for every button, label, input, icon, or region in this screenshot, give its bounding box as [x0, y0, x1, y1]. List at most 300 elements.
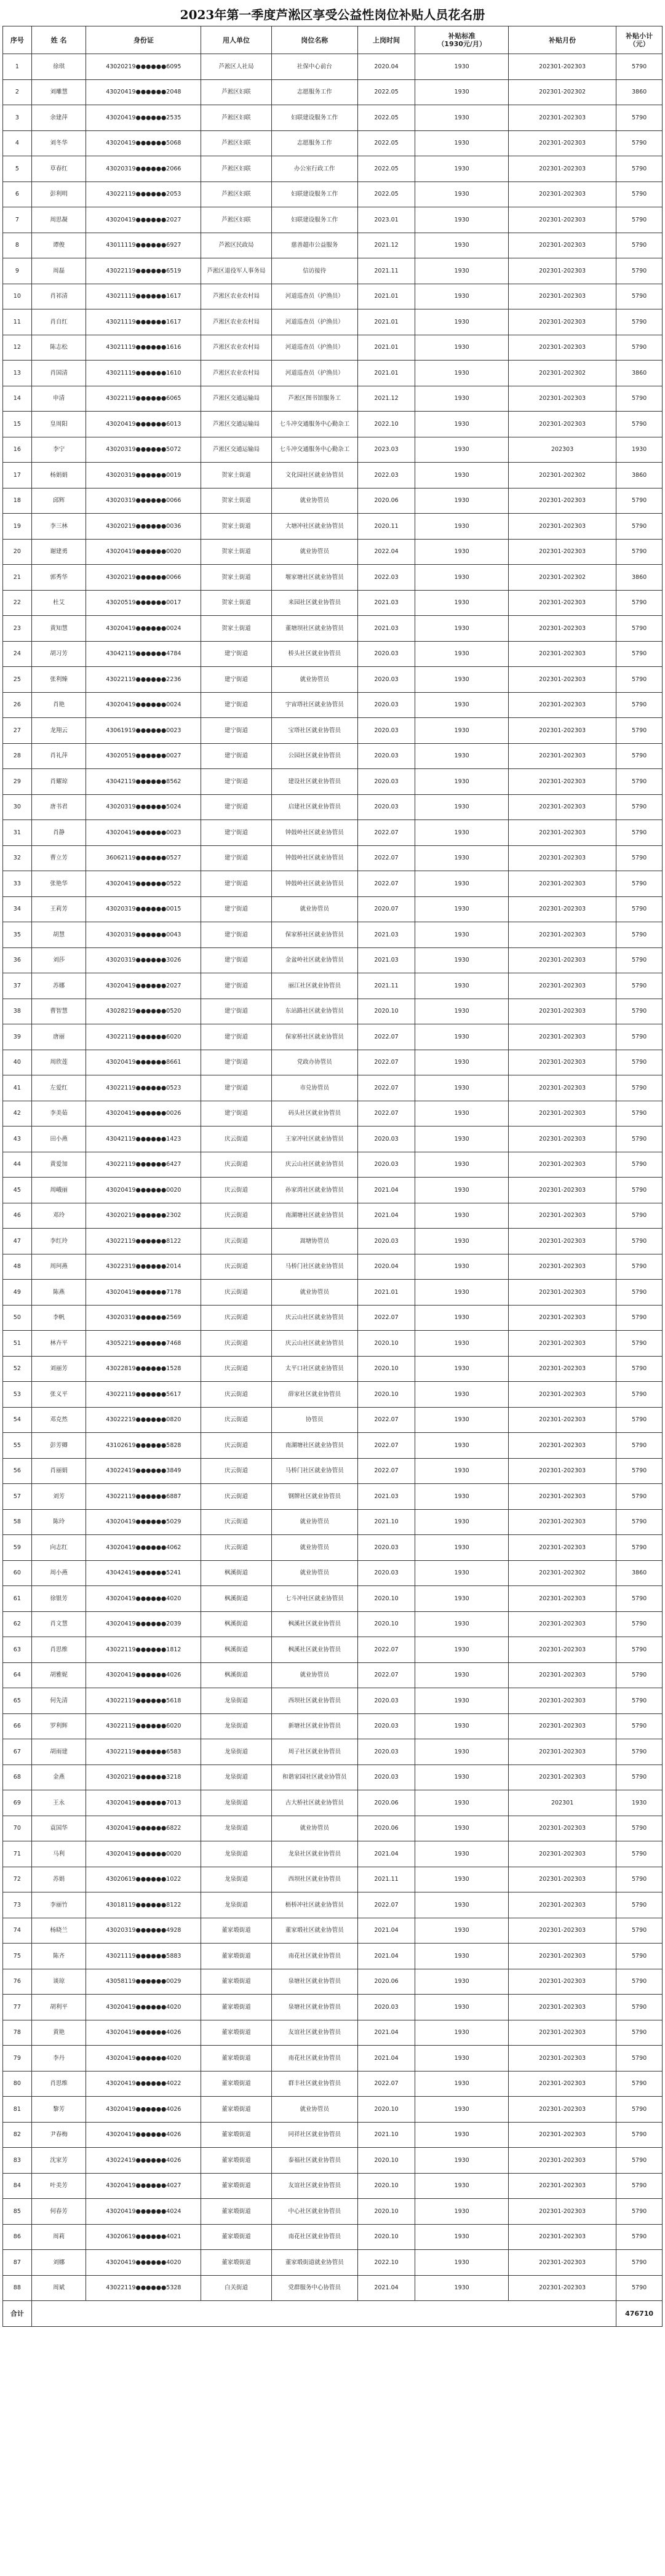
cell-name: 罗利辉: [31, 1713, 86, 1739]
cell-id-number: 43021119●●●●●●5883: [86, 1944, 201, 1969]
cell-subsidy-standard: 1930: [415, 1867, 509, 1892]
cell-position: 就业协管员: [271, 539, 357, 565]
cell-subsidy-subtotal: 5790: [616, 2046, 663, 2072]
cell-position: 龙泉社区就业协管员: [271, 1841, 357, 1867]
cell-position: 保家桥社区就业协管员: [271, 1024, 357, 1050]
cell-serial: 44: [3, 1152, 32, 1178]
cell-id-number: 43022119●●●●●●6020: [86, 1713, 201, 1739]
cell-position: 就业协管员: [271, 2097, 357, 2123]
cell-start-date: 2022.03: [357, 463, 415, 488]
cell-employer: 龙泉街道: [201, 1688, 271, 1714]
cell-start-date: 2020.06: [357, 488, 415, 514]
cell-employer: 董家塅街道: [201, 2199, 271, 2225]
cell-serial: 23: [3, 616, 32, 642]
cell-name: 申清: [31, 386, 86, 412]
cell-subsidy-standard: 1930: [415, 412, 509, 437]
cell-serial: 88: [3, 2275, 32, 2301]
cell-id-number: 43020419●●●●●●0024: [86, 616, 201, 642]
cell-start-date: 2022.07: [357, 820, 415, 846]
cell-start-date: 2020.04: [357, 54, 415, 80]
cell-id-number: 43020419●●●●●●0020: [86, 1178, 201, 1203]
table-row: [3, 309, 663, 335]
cell-employer: 董家塅街道: [201, 2046, 271, 2072]
cell-position: 友谊社区就业协管员: [271, 2173, 357, 2199]
cell-subsidy-months: 202301-202303: [509, 2046, 616, 2072]
cell-subsidy-standard: 1930: [415, 1969, 509, 1995]
cell-serial: 27: [3, 718, 32, 744]
cell-id-number: 43058119●●●●●●0029: [86, 1969, 201, 1995]
cell-employer: 龙泉街道: [201, 1713, 271, 1739]
cell-subsidy-months: 202301-202303: [509, 2071, 616, 2097]
cell-serial: 48: [3, 1254, 32, 1280]
cell-subsidy-standard: 1930: [415, 1841, 509, 1867]
table-footer: [3, 2301, 663, 2327]
cell-name: 刘冬华: [31, 130, 86, 156]
table-row: [3, 845, 663, 871]
cell-id-number: 43020519●●●●●●0017: [86, 590, 201, 616]
cell-start-date: 2021.12: [357, 233, 415, 258]
cell-subsidy-standard: 1930: [415, 1458, 509, 1484]
cell-employer: 龙泉街道: [201, 1790, 271, 1816]
cell-subsidy-subtotal: 5790: [616, 1662, 663, 1688]
cell-position: 南花社区就业协管员: [271, 2224, 357, 2250]
cell-employer: 董家塅街道: [201, 1969, 271, 1995]
cell-subsidy-standard: 1930: [415, 1662, 509, 1688]
cell-start-date: 2020.10: [357, 999, 415, 1024]
table-row: [3, 692, 663, 718]
cell-subsidy-standard: 1930: [415, 590, 509, 616]
cell-subsidy-standard: 1930: [415, 335, 509, 361]
cell-position: 七斗冲交通服务中心勤杂工: [271, 412, 357, 437]
cell-id-number: 43020419●●●●●●6013: [86, 412, 201, 437]
cell-subsidy-standard: 1930: [415, 2199, 509, 2225]
cell-position: 同祥社区就业协管员: [271, 2122, 357, 2148]
cell-subsidy-standard: 1930: [415, 2097, 509, 2123]
cell-start-date: 2020.03: [357, 1152, 415, 1178]
cell-serial: 22: [3, 590, 32, 616]
cell-employer: 芦淞区妇联: [201, 105, 271, 131]
cell-employer: 芦淞区交通运输局: [201, 386, 271, 412]
cell-start-date: 2020.03: [357, 1739, 415, 1765]
cell-start-date: 2020.10: [357, 2173, 415, 2199]
table-row: [3, 233, 663, 258]
cell-subsidy-subtotal: 5790: [616, 1152, 663, 1178]
cell-start-date: 2022.07: [357, 1101, 415, 1127]
cell-employer: 建宁街道: [201, 1075, 271, 1101]
cell-subsidy-subtotal: 5790: [616, 743, 663, 769]
cell-subsidy-standard: 1930: [415, 922, 509, 948]
cell-start-date: 2021.01: [357, 361, 415, 386]
cell-position: 庆云山社区就业协管员: [271, 1152, 357, 1178]
cell-id-number: 43022119●●●●●●2053: [86, 181, 201, 207]
cell-start-date: 2021.04: [357, 1178, 415, 1203]
cell-start-date: 2020.10: [357, 1611, 415, 1637]
cell-name: 刘芳: [31, 1484, 86, 1510]
cell-subsidy-subtotal: 5790: [616, 1841, 663, 1867]
cell-employer: 建宁街道: [201, 1024, 271, 1050]
cell-serial: 2: [3, 79, 32, 105]
cell-subsidy-standard: 1930: [415, 1178, 509, 1203]
table-row: [3, 1535, 663, 1561]
cell-position: 就业协管员: [271, 667, 357, 693]
cell-subsidy-standard: 1930: [415, 1254, 509, 1280]
cell-subsidy-subtotal: 5790: [616, 1280, 663, 1306]
table-row: [3, 2020, 663, 2046]
cell-subsidy-subtotal: 5790: [616, 2020, 663, 2046]
cell-subsidy-standard: 1930: [415, 284, 509, 309]
cell-employer: 枫溪街道: [201, 1662, 271, 1688]
cell-subsidy-standard: 1930: [415, 2071, 509, 2097]
cell-name: 胡习芳: [31, 641, 86, 667]
cell-subsidy-months: 202301-202303: [509, 794, 616, 820]
cell-name: 刘丽芳: [31, 1356, 86, 1382]
cell-employer: 龙泉街道: [201, 1892, 271, 1918]
cell-subsidy-months: 202301-202303: [509, 1484, 616, 1510]
cell-subsidy-standard: 1930: [415, 309, 509, 335]
cell-position: 妇联建设服务工作: [271, 105, 357, 131]
table-row: [3, 1969, 663, 1995]
cell-subsidy-months: 202301-202303: [509, 845, 616, 871]
cell-name: 肖礼萍: [31, 743, 86, 769]
cell-start-date: 2022.07: [357, 1458, 415, 1484]
cell-subsidy-subtotal: 5790: [616, 922, 663, 948]
cell-subsidy-subtotal: 5790: [616, 973, 663, 999]
cell-name: 王永: [31, 1790, 86, 1816]
cell-id-number: 43020419●●●●●●4020: [86, 2250, 201, 2276]
cell-name: 邓克然: [31, 1407, 86, 1433]
table-row: [3, 1356, 663, 1382]
cell-name: 谈琼: [31, 1969, 86, 1995]
cell-id-number: 43020219●●●●●●0036: [86, 514, 201, 540]
cell-serial: 25: [3, 667, 32, 693]
cell-name: 肖自红: [31, 309, 86, 335]
cell-position: 董家塅街道就业协管员: [271, 2250, 357, 2276]
cell-employer: 建宁街道: [201, 641, 271, 667]
cell-start-date: 2020.03: [357, 1713, 415, 1739]
cell-subsidy-subtotal: 5790: [616, 488, 663, 514]
cell-subsidy-months: 202301-202303: [509, 488, 616, 514]
cell-start-date: 2020.03: [357, 794, 415, 820]
cell-position: 就业协管员: [271, 1535, 357, 1561]
table-row: [3, 2071, 663, 2097]
cell-subsidy-standard: 1930: [415, 1203, 509, 1229]
cell-subsidy-subtotal: 5790: [616, 1075, 663, 1101]
cell-subsidy-months: 202301-202303: [509, 2173, 616, 2199]
cell-serial: 18: [3, 488, 32, 514]
table-row: [3, 565, 663, 591]
cell-employer: 芦淞区农业农村局: [201, 335, 271, 361]
cell-employer: 庆云街道: [201, 1127, 271, 1152]
cell-position: 西坝社区就业协管员: [271, 1688, 357, 1714]
cell-subsidy-months: 202301-202303: [509, 973, 616, 999]
cell-subsidy-standard: 1930: [415, 794, 509, 820]
cell-start-date: 2022.03: [357, 565, 415, 591]
cell-serial: 45: [3, 1178, 32, 1203]
cell-employer: 贺家土街道: [201, 539, 271, 565]
cell-name: 杨娟娟: [31, 463, 86, 488]
cell-position: 钢牌社区就业协管员: [271, 1484, 357, 1510]
cell-serial: 5: [3, 156, 32, 182]
cell-name: 林卉平: [31, 1331, 86, 1357]
cell-position: 就业协管员: [271, 1662, 357, 1688]
cell-subsidy-months: 202301-202303: [509, 1229, 616, 1254]
table-row: [3, 1816, 663, 1841]
cell-position: 信访接待: [271, 258, 357, 284]
cell-subsidy-months: 202301-202303: [509, 514, 616, 540]
cell-name: 李丹: [31, 2046, 86, 2072]
cell-subsidy-subtotal: 5790: [616, 999, 663, 1024]
cell-subsidy-subtotal: 5790: [616, 692, 663, 718]
cell-subsidy-subtotal: 5790: [616, 412, 663, 437]
header-row: [3, 26, 663, 54]
cell-start-date: 2022.05: [357, 181, 415, 207]
table-row: [3, 130, 663, 156]
table-row: [3, 1484, 663, 1510]
cell-id-number: 43020419●●●●●●4026: [86, 2122, 201, 2148]
cell-subsidy-standard: 1930: [415, 1152, 509, 1178]
cell-subsidy-subtotal: 5790: [616, 2122, 663, 2148]
cell-subsidy-subtotal: 5790: [616, 1458, 663, 1484]
table-row: [3, 2097, 663, 2123]
cell-name: 唐书君: [31, 794, 86, 820]
cell-name: 何先清: [31, 1688, 86, 1714]
cell-id-number: 43022119●●●●●●8122: [86, 1229, 201, 1254]
table-row: [3, 871, 663, 897]
table-row: [3, 1637, 663, 1663]
cell-employer: 庆云街道: [201, 1356, 271, 1382]
cell-employer: 庆云街道: [201, 1152, 271, 1178]
cell-serial: 8: [3, 233, 32, 258]
cell-subsidy-standard: 1930: [415, 2275, 509, 2301]
table-row: [3, 743, 663, 769]
cell-name: 肖丽娟: [31, 1458, 86, 1484]
cell-id-number: 43022219●●●●●●0820: [86, 1407, 201, 1433]
cell-employer: 庆云街道: [201, 1458, 271, 1484]
cell-subsidy-standard: 1930: [415, 692, 509, 718]
cell-position: 协管员: [271, 1407, 357, 1433]
table-row: [3, 1229, 663, 1254]
cell-id-number: 43022119●●●●●●5328: [86, 2275, 201, 2301]
cell-name: 周珂燕: [31, 1254, 86, 1280]
cell-name: 胡利平: [31, 1995, 86, 2020]
cell-id-number: 43020419●●●●●●0020: [86, 1841, 201, 1867]
cell-employer: 建宁街道: [201, 1050, 271, 1075]
cell-subsidy-standard: 1930: [415, 130, 509, 156]
cell-start-date: 2020.03: [357, 1688, 415, 1714]
cell-subsidy-standard: 1930: [415, 1739, 509, 1765]
cell-serial: 83: [3, 2148, 32, 2174]
cell-subsidy-months: 202301-202302: [509, 361, 616, 386]
cell-employer: 芦淞区农业农村局: [201, 361, 271, 386]
cell-start-date: 2021.01: [357, 309, 415, 335]
cell-id-number: 43042119●●●●●●8562: [86, 769, 201, 795]
cell-subsidy-months: 202301-202303: [509, 641, 616, 667]
cell-name: 李宁: [31, 437, 86, 463]
cell-subsidy-months: 202301-202303: [509, 999, 616, 1024]
cell-subsidy-standard: 1930: [415, 539, 509, 565]
cell-employer: 庆云街道: [201, 1484, 271, 1510]
cell-id-number: 43020419●●●●●●4024: [86, 2199, 201, 2225]
cell-name: 黄知慧: [31, 616, 86, 642]
cell-name: 李帆: [31, 1305, 86, 1331]
cell-id-number: 43020519●●●●●●0027: [86, 743, 201, 769]
cell-start-date: 2022.07: [357, 1892, 415, 1918]
cell-name: 肖耀琼: [31, 769, 86, 795]
table-row: [3, 1458, 663, 1484]
table-row: [3, 361, 663, 386]
cell-start-date: 2020.11: [357, 514, 415, 540]
cell-position: 建设社区就业协管员: [271, 769, 357, 795]
cell-id-number: 43020419●●●●●●2027: [86, 973, 201, 999]
cell-subsidy-standard: 1930: [415, 1713, 509, 1739]
cell-start-date: 2022.07: [357, 1050, 415, 1075]
cell-serial: 26: [3, 692, 32, 718]
cell-subsidy-months: 202301-202303: [509, 1611, 616, 1637]
cell-employer: 芦淞区妇联: [201, 207, 271, 233]
cell-employer: 建宁街道: [201, 667, 271, 693]
cell-name: 张艳华: [31, 871, 86, 897]
cell-subsidy-subtotal: 5790: [616, 181, 663, 207]
cell-name: 陈燕: [31, 1280, 86, 1306]
cell-subsidy-months: 202301-202303: [509, 1280, 616, 1306]
cell-employer: 庆云街道: [201, 1433, 271, 1459]
cell-subsidy-subtotal: 5790: [616, 1331, 663, 1357]
cell-serial: 21: [3, 565, 32, 591]
roster-table: [2, 26, 663, 2327]
cell-subsidy-months: 202301-202303: [509, 386, 616, 412]
cell-id-number: 43020419●●●●●●4027: [86, 2173, 201, 2199]
cell-subsidy-months: 202301-202303: [509, 896, 616, 922]
cell-id-number: 43020419●●●●●●4026: [86, 2020, 201, 2046]
cell-name: 袁国华: [31, 1816, 86, 1841]
cell-name: 尹春梅: [31, 2122, 86, 2148]
cell-subsidy-subtotal: 5790: [616, 1867, 663, 1892]
cell-position: 泉塘社区就业协管员: [271, 1995, 357, 2020]
cell-employer: 庆云街道: [201, 1305, 271, 1331]
cell-subsidy-standard: 1930: [415, 1024, 509, 1050]
cell-serial: 49: [3, 1280, 32, 1306]
cell-subsidy-standard: 1930: [415, 565, 509, 591]
cell-start-date: 2020.10: [357, 2097, 415, 2123]
cell-position: 友谊社区就业协管员: [271, 2020, 357, 2046]
cell-subsidy-months: 202301-202303: [509, 1509, 616, 1535]
cell-serial: 74: [3, 1918, 32, 1944]
cell-position: 泰福社区就业协管员: [271, 2148, 357, 2174]
cell-subsidy-subtotal: 5790: [616, 1254, 663, 1280]
cell-position: 社保中心前台: [271, 54, 357, 80]
cell-id-number: 43028219●●●●●●0520: [86, 999, 201, 1024]
cell-subsidy-months: 202301-202302: [509, 565, 616, 591]
table-row: [3, 794, 663, 820]
cell-employer: 庆云街道: [201, 1331, 271, 1357]
cell-subsidy-subtotal: 5790: [616, 156, 663, 182]
cell-id-number: 43052219●●●●●●7468: [86, 1331, 201, 1357]
cell-serial: 60: [3, 1560, 32, 1586]
cell-position: 文化园社区就业协管员: [271, 463, 357, 488]
cell-employer: 芦淞区妇联: [201, 181, 271, 207]
cell-start-date: 2020.10: [357, 2224, 415, 2250]
cell-position: 金盆岭社区就业协管员: [271, 947, 357, 973]
cell-subsidy-subtotal: 5790: [616, 284, 663, 309]
cell-employer: 芦淞区妇联: [201, 79, 271, 105]
cell-employer: 建宁街道: [201, 999, 271, 1024]
cell-subsidy-subtotal: 5790: [616, 539, 663, 565]
cell-subsidy-months: 202301-202303: [509, 922, 616, 948]
cell-subsidy-standard: 1930: [415, 2173, 509, 2199]
cell-subsidy-months: 202301-202303: [509, 1713, 616, 1739]
cell-employer: 芦淞区妇联: [201, 130, 271, 156]
cell-start-date: 2020.10: [357, 2199, 415, 2225]
cell-name: 彭芳卿: [31, 1433, 86, 1459]
cell-id-number: 43020419●●●●●●0020: [86, 539, 201, 565]
table-row: [3, 1892, 663, 1918]
cell-position: 薛家社区就业协管员: [271, 1382, 357, 1408]
cell-id-number: 43020419●●●●●●0026: [86, 1101, 201, 1127]
cell-position: 丽江社区就业协管员: [271, 973, 357, 999]
table-row: [3, 1050, 663, 1075]
cell-start-date: 2022.07: [357, 2071, 415, 2097]
cell-employer: 建宁街道: [201, 692, 271, 718]
cell-id-number: 43022119●●●●●●5617: [86, 1382, 201, 1408]
cell-id-number: 43020319●●●●●●0066: [86, 488, 201, 514]
cell-subsidy-subtotal: 5790: [616, 2275, 663, 2301]
cell-position: 枫溪社区就业协管员: [271, 1611, 357, 1637]
cell-subsidy-subtotal: 5790: [616, 2199, 663, 2225]
header-serial: 序号: [3, 26, 32, 54]
header-name: 姓 名: [31, 26, 86, 54]
cell-subsidy-standard: 1930: [415, 973, 509, 999]
cell-subsidy-months: 202301-202303: [509, 2275, 616, 2301]
table-row: [3, 1662, 663, 1688]
cell-serial: 55: [3, 1433, 32, 1459]
cell-id-number: 43020419●●●●●●6822: [86, 1816, 201, 1841]
cell-position: 河道巡查员（护渔员）: [271, 309, 357, 335]
cell-serial: 17: [3, 463, 32, 488]
cell-start-date: 2021.10: [357, 1509, 415, 1535]
cell-id-number: 43020219●●●●●●0066: [86, 565, 201, 591]
cell-serial: 41: [3, 1075, 32, 1101]
table-row: [3, 1152, 663, 1178]
cell-subsidy-subtotal: 5790: [616, 794, 663, 820]
cell-subsidy-standard: 1930: [415, 1918, 509, 1944]
cell-serial: 9: [3, 258, 32, 284]
cell-position: 孙家湾社区就业协管员: [271, 1178, 357, 1203]
cell-subsidy-months: 202301-202303: [509, 2224, 616, 2250]
cell-id-number: 43022419●●●●●●4026: [86, 2148, 201, 2174]
cell-start-date: 2020.10: [357, 1586, 415, 1612]
cell-employer: 董家塅街道: [201, 1944, 271, 1969]
cell-start-date: 2020.03: [357, 1535, 415, 1561]
cell-start-date: 2020.06: [357, 1790, 415, 1816]
cell-subsidy-months: 202301-202303: [509, 1867, 616, 1892]
table-row: [3, 1867, 663, 1892]
cell-name: 张义平: [31, 1382, 86, 1408]
cell-subsidy-standard: 1930: [415, 641, 509, 667]
total-empty-cell: [31, 2301, 616, 2327]
header-subsidy-subtotal: 补贴小计 （元）: [616, 26, 663, 54]
cell-id-number: 43020219●●●●●●6095: [86, 54, 201, 80]
cell-id-number: 43020619●●●●●●1022: [86, 1867, 201, 1892]
cell-name: 沈家芳: [31, 2148, 86, 2174]
cell-subsidy-months: 202301: [509, 1790, 616, 1816]
cell-position: 枥桥冲社区就业协管员: [271, 1892, 357, 1918]
cell-subsidy-subtotal: 5790: [616, 1382, 663, 1408]
cell-name: 肖祁清: [31, 284, 86, 309]
cell-id-number: 43020319●●●●●●5024: [86, 794, 201, 820]
cell-id-number: 43020319●●●●●●0015: [86, 896, 201, 922]
cell-subsidy-months: 202301-202303: [509, 1637, 616, 1663]
cell-position: 芦淞区图书馆服务工: [271, 386, 357, 412]
